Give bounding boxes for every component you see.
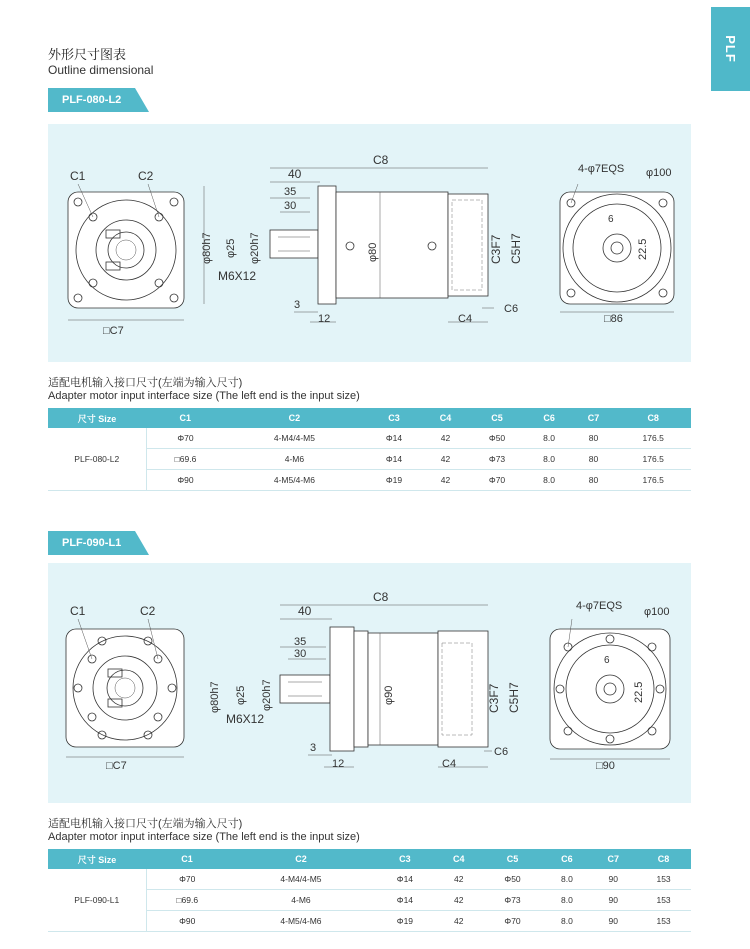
col-c3: C3: [374, 849, 436, 869]
cell: Φ73: [482, 890, 544, 911]
col-c2: C2: [228, 849, 374, 869]
cell: Φ90: [146, 470, 225, 491]
label-6: 6: [604, 655, 610, 666]
spec-table: [48, 408, 691, 491]
col-c8: C8: [636, 849, 691, 869]
label-phi25: φ25: [225, 238, 237, 258]
label-square: □86: [604, 313, 623, 325]
dimension-drawing: [48, 124, 691, 362]
output-face-view: [560, 163, 674, 325]
label-35: 35: [294, 636, 307, 648]
label-30: 30: [294, 648, 307, 660]
cell: 80: [572, 470, 616, 491]
label-c3f7: C3F7: [487, 683, 501, 713]
cell: 90: [590, 869, 636, 890]
label-c4: C4: [458, 313, 473, 325]
cell: 80: [572, 449, 616, 470]
spec-table: [48, 849, 691, 932]
col-c5: C5: [482, 849, 544, 869]
output-face-view: [550, 600, 670, 772]
model-cell: PLF-090-L1: [48, 869, 146, 932]
label-m6x12: M6X12: [218, 269, 257, 283]
cell: 8.0: [543, 911, 590, 932]
table-row: [48, 869, 691, 890]
cell: Φ50: [467, 428, 526, 449]
label-40: 40: [298, 604, 312, 618]
label-holes: 4-φ7EQS: [576, 600, 623, 612]
cell: 90: [590, 911, 636, 932]
label-c2: C2: [140, 604, 156, 618]
label-c1: C1: [70, 169, 86, 183]
label-12: 12: [332, 758, 345, 770]
label-c1: C1: [70, 604, 86, 618]
label-c7: □C7: [106, 760, 127, 772]
col-c2: C2: [225, 408, 365, 428]
cell: 176.5: [615, 428, 691, 449]
col-size: 尺寸 Size: [48, 408, 146, 428]
cell: Φ14: [374, 869, 436, 890]
cell: 42: [436, 911, 482, 932]
label-12: 12: [318, 313, 331, 325]
input-face-view: [66, 604, 184, 772]
table-header-row: [48, 408, 691, 428]
table-header-row: [48, 849, 691, 869]
col-c7: C7: [572, 408, 616, 428]
label-phi90: φ90: [383, 685, 395, 705]
cell: 153: [636, 890, 691, 911]
label-c7: □C7: [103, 325, 124, 337]
label-c5h7: C5H7: [509, 233, 523, 264]
cell: 4-M5/4-M6: [225, 470, 365, 491]
label-phi100: φ100: [646, 167, 672, 179]
input-face-view: [68, 169, 184, 337]
cell: 4-M4/4-M5: [225, 428, 365, 449]
cell: Φ14: [374, 890, 436, 911]
cell: 90: [590, 890, 636, 911]
col-c4: C4: [436, 849, 482, 869]
col-c6: C6: [543, 849, 590, 869]
label-6: 6: [608, 214, 614, 225]
adapter-note-en: Adapter motor input interface size (The left end is the input size): [48, 831, 360, 843]
table-row: [48, 428, 691, 449]
label-c3f7: C3F7: [489, 234, 503, 264]
cell: 176.5: [615, 449, 691, 470]
cell: 8.0: [527, 449, 572, 470]
cell: Φ70: [146, 869, 228, 890]
label-3: 3: [310, 742, 317, 754]
label-3: 3: [294, 299, 301, 311]
cell: 4-M6: [228, 890, 374, 911]
label-40: 40: [288, 167, 302, 181]
cell: Φ19: [374, 911, 436, 932]
model-tab[interactable]: [48, 531, 135, 555]
cell: 42: [436, 869, 482, 890]
label-phi100: φ100: [644, 606, 670, 618]
label-35: 35: [284, 186, 297, 198]
label-phi80h7: φ80h7: [201, 232, 213, 264]
col-c1: C1: [146, 849, 228, 869]
label-30: 30: [284, 200, 297, 212]
label-c5h7: C5H7: [507, 682, 521, 713]
model-tab-label: PLF-080-L2: [62, 94, 122, 106]
model-tab-label: PLF-090-L1: [62, 537, 122, 549]
cell: □69.6: [146, 890, 228, 911]
page-title-cn: 外形尺寸图表: [48, 47, 127, 62]
cell: 8.0: [527, 428, 572, 449]
adapter-note-cn: 适配电机输入接口尺寸(左端为输入尺寸): [48, 818, 243, 830]
drawing-svg: [48, 563, 691, 803]
label-c6: C6: [494, 746, 509, 758]
dimension-drawing: [48, 563, 691, 803]
cell: 8.0: [543, 869, 590, 890]
cell: 8.0: [527, 470, 572, 491]
label-c8: C8: [373, 153, 389, 167]
label-phi80h7: φ80h7: [209, 681, 221, 713]
label-c2: C2: [138, 169, 154, 183]
cell: 4-M6: [225, 449, 365, 470]
cell: Φ14: [364, 428, 423, 449]
section-plf-090-l1: [48, 531, 691, 931]
drawing-svg: [48, 124, 691, 362]
cell: 8.0: [543, 890, 590, 911]
label-c8: C8: [373, 590, 389, 604]
label-phi80: φ80: [367, 242, 379, 262]
side-tab-label: PLF: [723, 35, 738, 63]
label-phi20h7: φ20h7: [249, 232, 261, 264]
label-square: □90: [596, 760, 615, 772]
col-c4: C4: [424, 408, 468, 428]
label-m6x12: M6X12: [226, 712, 265, 726]
col-size: 尺寸 Size: [48, 849, 146, 869]
col-c5: C5: [467, 408, 526, 428]
cell: 42: [424, 428, 468, 449]
col-c1: C1: [146, 408, 225, 428]
label-22-5: 22.5: [637, 238, 649, 260]
cell: Φ14: [364, 449, 423, 470]
side-tab[interactable]: [711, 7, 750, 91]
model-cell: PLF-080-L2: [48, 428, 146, 491]
col-c8: C8: [615, 408, 691, 428]
adapter-note-en: Adapter motor input interface size (The left end is the input size): [48, 390, 360, 402]
side-view: [209, 590, 521, 770]
cell: Φ50: [482, 869, 544, 890]
col-c6: C6: [527, 408, 572, 428]
cell: 42: [436, 890, 482, 911]
section-plf-080-l2: [48, 88, 691, 488]
cell: Φ73: [467, 449, 526, 470]
cell: 80: [572, 428, 616, 449]
cell: 153: [636, 911, 691, 932]
side-view: [201, 153, 523, 325]
label-22-5: 22.5: [633, 681, 645, 703]
model-tab[interactable]: [48, 88, 135, 112]
page-title-en: Outline dimensional: [48, 63, 154, 77]
label-phi25: φ25: [235, 685, 247, 705]
cell: Φ70: [146, 428, 225, 449]
cell: □69.6: [146, 449, 225, 470]
label-holes: 4-φ7EQS: [578, 163, 625, 175]
col-c7: C7: [590, 849, 636, 869]
label-c4: C4: [442, 758, 457, 770]
col-c3: C3: [364, 408, 423, 428]
cell: 4-M5/4-M6: [228, 911, 374, 932]
cell: 42: [424, 449, 468, 470]
label-phi20h7: φ20h7: [261, 679, 273, 711]
cell: Φ19: [364, 470, 423, 491]
cell: 153: [636, 869, 691, 890]
cell: Φ70: [482, 911, 544, 932]
cell: Φ70: [467, 470, 526, 491]
cell: 4-M4/4-M5: [228, 869, 374, 890]
cell: 42: [424, 470, 468, 491]
adapter-note-cn: 适配电机输入接口尺寸(左端为输入尺寸): [48, 377, 243, 389]
label-c6: C6: [504, 303, 519, 315]
cell: Φ90: [146, 911, 228, 932]
cell: 176.5: [615, 470, 691, 491]
